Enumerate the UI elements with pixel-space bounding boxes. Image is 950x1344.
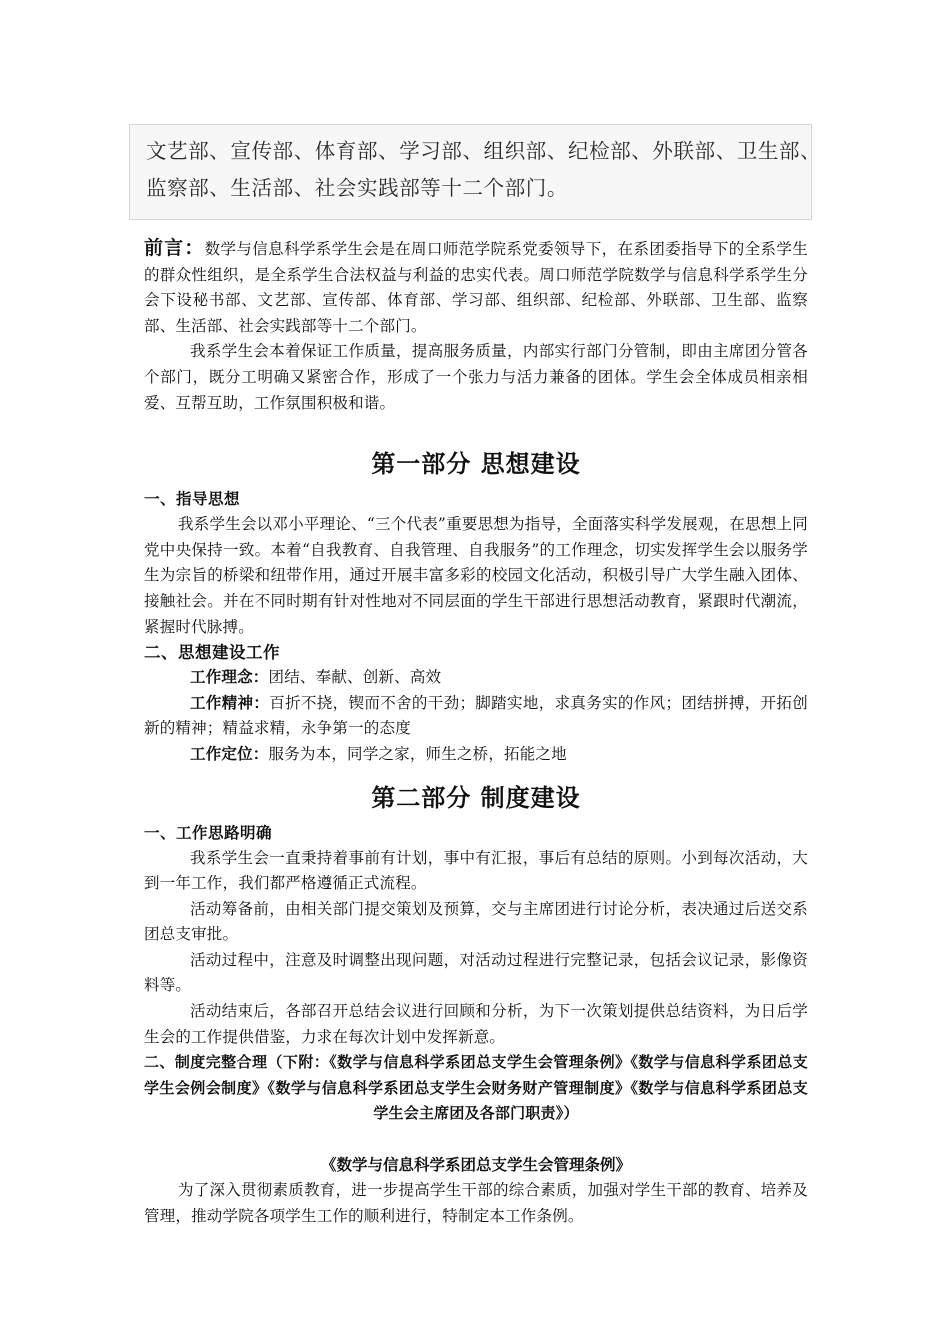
work-concept [144, 665, 808, 691]
part2-section1-heading: 一、工作思路明确 [144, 823, 273, 842]
part1-title: 第一部分 思想建设 [371, 450, 581, 479]
work-concept-text: 团结、奉献、创新、高效 [268, 668, 442, 687]
work-spirit [144, 691, 808, 742]
preface-label: 前言： [144, 237, 205, 259]
part1-section2-heading: 二、思想建设工作 [144, 643, 280, 663]
quote-box [129, 124, 822, 220]
preface-paragraph-2: 我系学生会本着保证工作质量，提高服务质量，内部实行部门分管制，即由主席团分管各个部门，既分工明确又紧密合作，形成了一个张力与活力兼备的团体。学生会全体成员相亲相爱、互帮互助，工作氛围积极和谐。 [144, 342, 808, 412]
regulation-intro: 为了深入贯彻素质教育，进一步提高学生干部的综合素质，加强对学生干部的教育、培养及管理，推动学院各项学生工作的顺利进行，特制定本工作条例。 [144, 1181, 808, 1225]
preface-text-1: 数学与信息科学系学生会是在周口师范学院系党委领导下，在系团委指导下的全系学生的群众性组织，是全系学生合法权益与利益的忠实代表。周口师范学院数学与信息科学系学生分会下设秘书部、文艺部、宣传部、体育部、学习部、组织部、纪检部、外联部、卫生部、监察部、生活部、社会实践部等十二个部门。 [144, 240, 808, 335]
part1-section1-heading: 一、指导思想 [144, 490, 241, 509]
work-concept-label: 工作理念： [190, 668, 269, 687]
work-spirit-label: 工作精神： [190, 693, 270, 712]
part2-paragraph-1: 我系学生会一直秉持着事前有计划，事中有汇报，事后有总结的原则。小到每次活动，大到一年工作，我们都严格遵循正式流程。 [144, 848, 808, 893]
work-position [144, 742, 808, 768]
work-position-label: 工作定位： [190, 744, 269, 763]
work-position-text: 服务为本，同学之家，师生之桥，拓能之地 [268, 744, 567, 763]
work-spirit-text: 百折不挠，锲而不舍的干劲；脚踏实地，求真务实的作风；团结拼搏，开拓创新的精神；精益求精，永争第一的态度 [144, 693, 808, 738]
part1-section1-text: 我系学生会以邓小平理论、“三个代表”重要思想为指导，全面落实科学发展观，在思想上同党中央保持一致。本着“自我教育、自我管理、自我服务”的工作理念，切实发挥学生会以服务学生为宗旨的桥梁和纽带作用，通过开展丰富多彩的校园文化活动，积极引导广大学生融入团体、接触社会。并在不同时期有针对性地对不同层面的学生干部进行思想活动教育，紧跟时代潮流，紧握时代脉搏。 [144, 515, 808, 636]
preface-paragraph-1 [144, 236, 808, 339]
document-body [144, 236, 808, 1229]
quote-line-2: 监察部、生活部、社会实践部等十二个部门。 [146, 176, 568, 200]
part2-section2-heading: 二、制度完整合理（下附：《数学与信息科学系团总支学生会管理条例》《数学与信息科学系团总支学生会例会制度》《数学与信息科学系团总支学生会财务财产管理制度》《数学与信息科学系团总支学生会主席团及各部门职责》） [144, 1053, 808, 1123]
part2-paragraph-2: 活动筹备前，由相关部门提交策划及预算，交与主席团进行讨论分析，表决通过后送交系团总支审批。 [144, 899, 808, 944]
quote-line-1: 文艺部、宣传部、体育部、学习部、组织部、纪检部、外联部、卫生部、 [146, 139, 822, 163]
regulation-title: 《数学与信息科学系团总支学生会管理条例》 [320, 1156, 631, 1175]
part2-title: 第二部分 制度建设 [371, 783, 581, 812]
part2-paragraph-3: 活动过程中，注意及时调整出现问题，对活动过程进行完整记录，包括会议记录，影像资料等。 [144, 950, 808, 995]
part2-paragraph-4: 活动结束后，各部召开总结会议进行回顾和分析，为下一次策划提供总结资料，为日后学生会的工作提供借鉴，力求在每次计划中发挥新意。 [144, 1002, 808, 1046]
